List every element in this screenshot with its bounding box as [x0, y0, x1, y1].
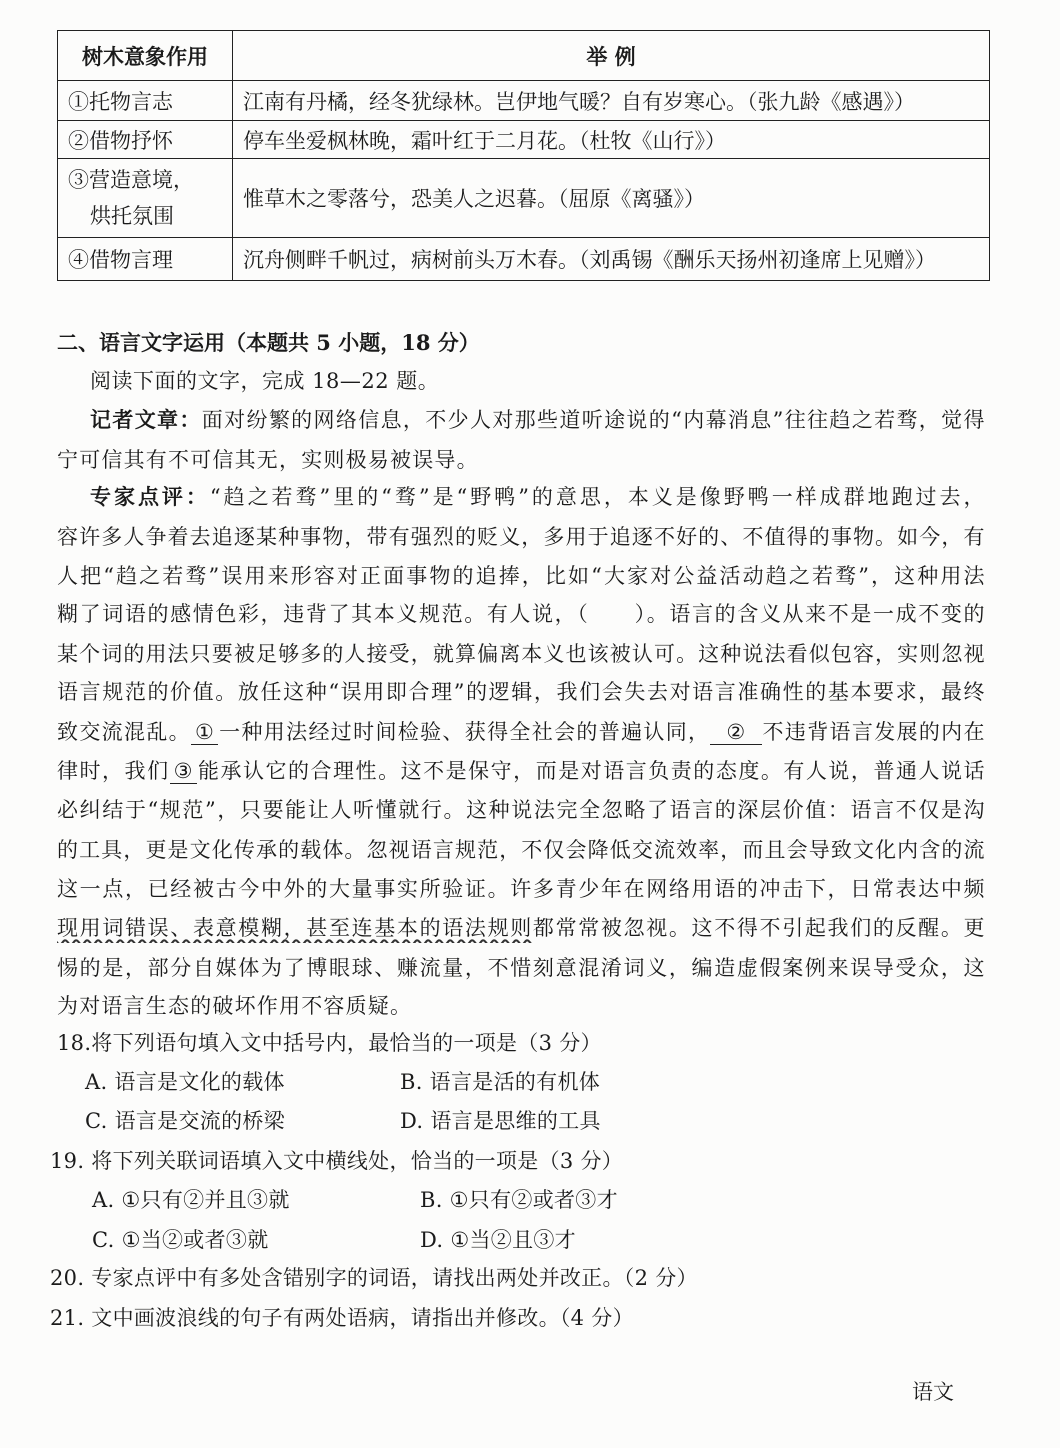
row-role: ②借物抒怀 [58, 121, 233, 159]
passage-line: 人把“趋之若骛”误用来形容对正面事物的追捧，比如“大家对公益活动趋之若骛”，这种用法 [57, 564, 985, 588]
table-row [58, 121, 990, 159]
passage-text: 都常常被忽视。这不得不引起我们的反醒。更 [532, 916, 985, 940]
row-role: ①托物言志 [58, 81, 233, 121]
blank-2: ② [710, 720, 761, 745]
question-19-option-a: A. ①只有②并且③就 [92, 1188, 290, 1212]
passage-text: 不违背语言发展的内在 [761, 720, 985, 744]
passage-line: 的工具，更是文化传承的载体。忽视语言规范，不仅会降低交流效率，而且会导致文化内含的流 [57, 838, 985, 862]
row-role-line2: 烘托氛围 [90, 204, 174, 228]
table-row [58, 159, 990, 238]
table-header-row [58, 31, 990, 81]
question-18-stem: 18.将下列语句填入文中括号内，最恰当的一项是（3 分） [57, 1031, 602, 1055]
section-instruction: 阅读下面的文字，完成 18—22 题。 [90, 369, 440, 393]
passage-line [57, 756, 985, 786]
question-19-stem: 19. 将下列关联词语填入文中横线处，恰当的一项是（3 分） [50, 1149, 624, 1173]
passage-text: 致交流混乱。 [57, 720, 191, 744]
blank-3: ③ [170, 759, 197, 784]
passage-text: 能承认它的合理性。这不是保守，而是对语言负责的态度。有人说，普通人说话 [196, 759, 985, 783]
question-18-option-c: C. 语言是交流的桥梁 [85, 1109, 285, 1133]
passage-line [57, 913, 985, 943]
passage-line: 糊了词语的感情色彩，违背了其本义规范。有人说，（ ）。语言的含义从来不是一成不变的 [57, 602, 985, 626]
question-19-option-b: B. ①只有②或者③才 [420, 1188, 618, 1212]
table-row [58, 81, 990, 121]
passage-text: 一种用法经过时间检验、获得全社会的普遍认同， [218, 720, 711, 744]
question-19-option-d: D. ①当②且③才 [420, 1228, 576, 1252]
expert-label: 专家点评： [90, 484, 210, 509]
passage-line [57, 717, 985, 747]
row-example: 江南有丹橘，经冬犹绿林。岂伊地气暖？自有岁寒心。（张九龄《感遇》） [233, 81, 990, 121]
passage-text: 律时，我们 [57, 759, 170, 783]
passage-line [90, 405, 985, 435]
passage-text: “趋之若骛”里的“骛”是“野鸭”的意思，本义是像野鸭一样成群地跑过去， [209, 485, 985, 509]
row-role: ④借物言理 [58, 238, 233, 281]
passage-line: 必纠结于“规范”，只要能让人听懂就行。这种说法完全忽略了语言的深层价值：语言不仅是沟 [57, 798, 985, 822]
question-20-stem: 20. 专家点评中有多处含错别字的词语，请找出两处并改正。（2 分） [50, 1266, 698, 1290]
row-role-cell [58, 159, 233, 238]
section-title: 二、语言文字运用（本题共 5 小题，18 分） [57, 330, 480, 355]
question-18-option-b: B. 语言是活的有机体 [400, 1070, 601, 1094]
header-example: 举 例 [233, 31, 990, 81]
row-example: 停车坐爱枫林晚，霜叶红于二月花。（杜牧《山行》） [233, 121, 990, 159]
passage-line: 为对语言生态的破坏作用不容质疑。 [57, 994, 413, 1018]
passage-line: 语言规范的价值。放任这种“误用即合理”的逻辑，我们会失去对语言准确性的基本要求，最终 [57, 680, 985, 704]
question-18-option-a: A. 语言是文化的载体 [85, 1070, 285, 1094]
question-21-stem: 21. 文中画波浪线的句子有两处语病，请指出并修改。（4 分） [50, 1306, 634, 1330]
passage-line: 容许多人争着去追逐某种事物，带有强烈的贬义，多用于追逐不好的、不值得的事物。如今，有 [57, 525, 985, 549]
passage-line: 宁可信其有不可信其无，实则极易被误导。 [57, 448, 479, 472]
row-example: 沉舟侧畔千帆过，病树前头万木春。（刘禹锡《酬乐天扬州初逢席上见赠》） [233, 238, 990, 281]
passage-text: 面对纷繁的网络信息，不少人对那些道听途说的“内幕消息”往往趋之若骛，觉得 [201, 408, 985, 432]
header-role: 树木意象作用 [58, 31, 233, 81]
passage-line: 某个词的用法只要被足够多的人接受，就算偏离本义也该被认可。这种说法看似包容，实则忽视 [57, 642, 985, 666]
table-row [58, 238, 990, 281]
row-example: 惟草木之零落兮，恐美人之迟暮。（屈原《离骚》） [233, 159, 990, 238]
footer-subject: 语文 [912, 1380, 954, 1404]
tree-imagery-table [57, 30, 990, 281]
reporter-label: 记者文章： [90, 407, 202, 432]
blank-1: ① [191, 720, 218, 745]
question-18-option-d: D. 语言是思维的工具 [400, 1109, 601, 1133]
passage-line [90, 482, 985, 512]
passage-line: 惕的是，部分自媒体为了博眼球、赚流量，不惜刻意混淆词义，编造虚假案例来误导受众，这 [57, 956, 985, 980]
row-role-line1: ③营造意境， [68, 168, 194, 192]
wavy-underlined-sentence: 现用词错误、表意模糊，甚至连基本的语法规则 [57, 916, 533, 940]
passage-line: 这一点，已经被古今中外的大量事实所验证。许多青少年在网络用语的冲击下，日常表达中频 [57, 877, 985, 901]
question-19-option-c: C. ①当②或者③就 [92, 1228, 269, 1252]
